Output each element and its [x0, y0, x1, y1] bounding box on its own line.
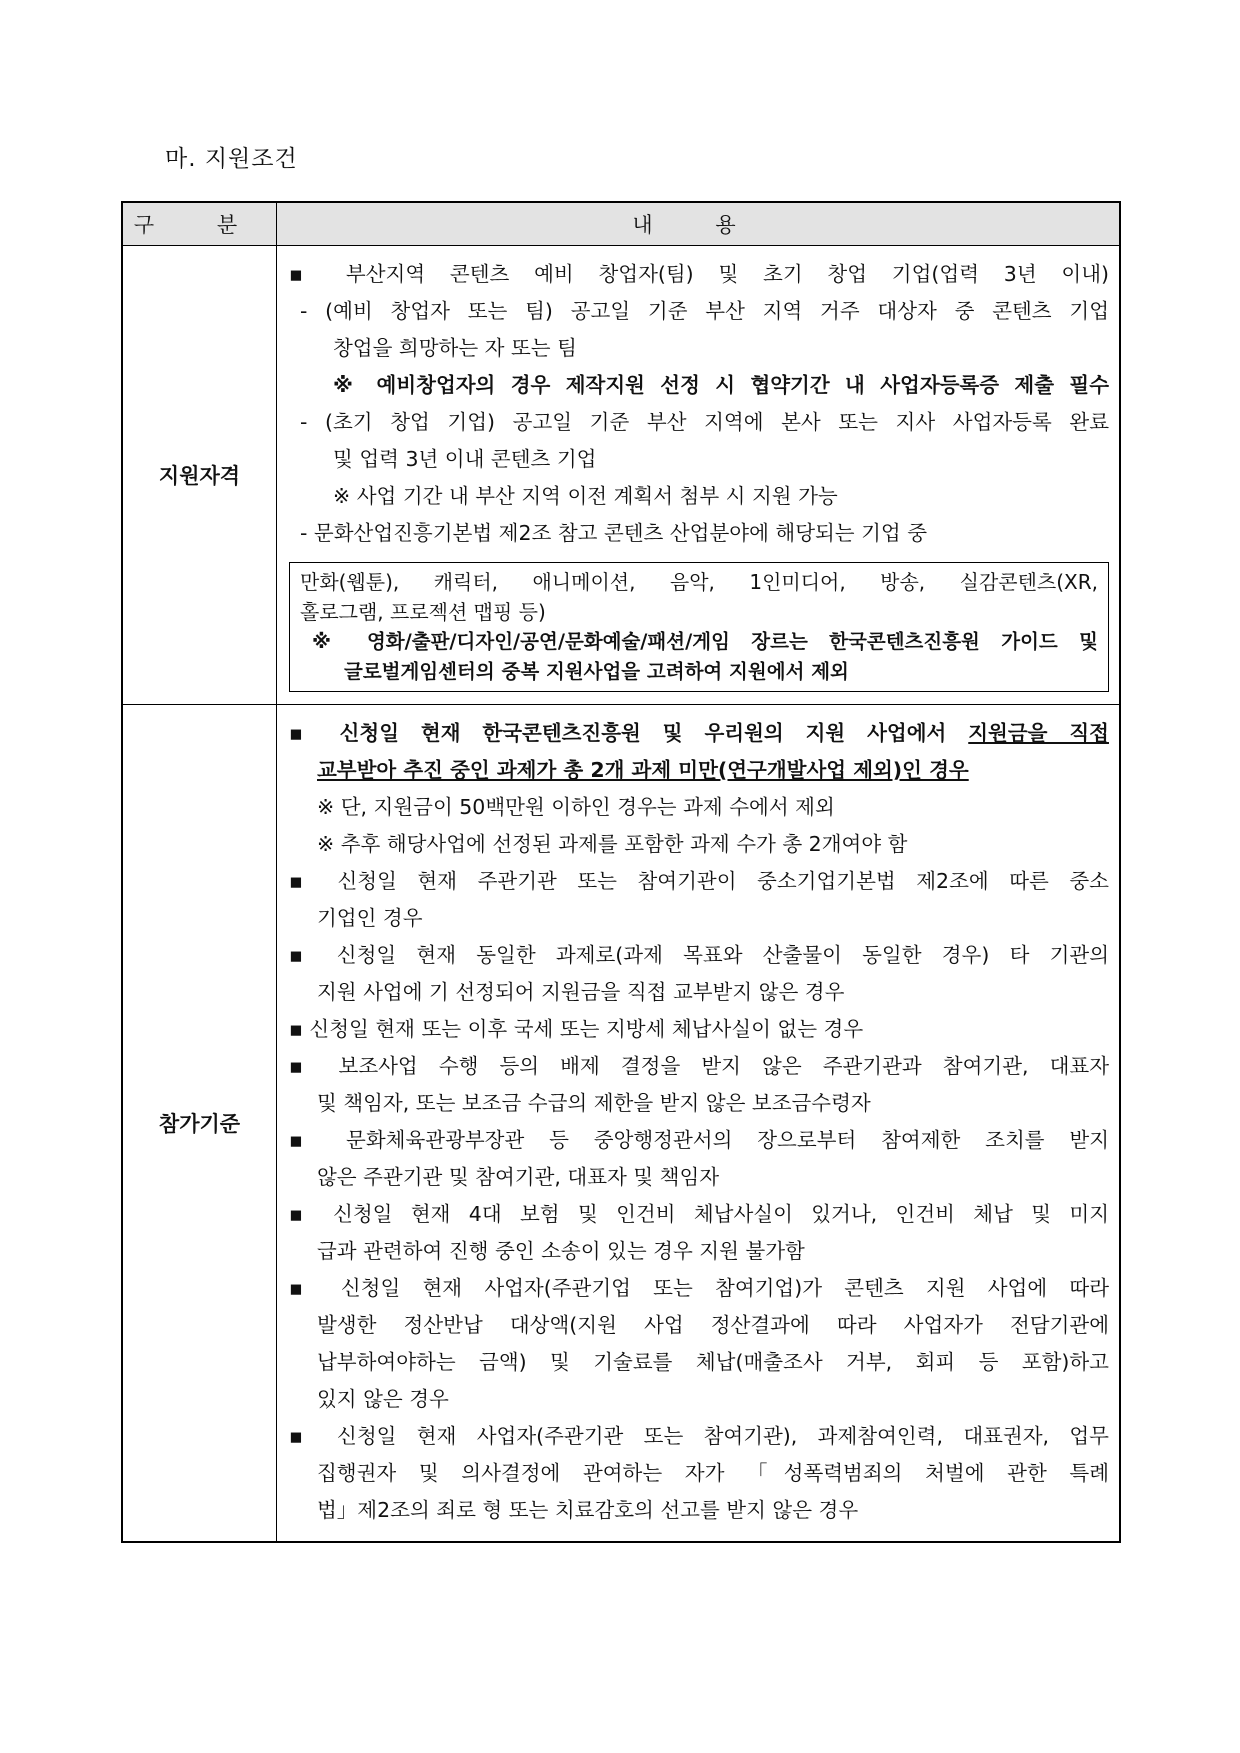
list-item: 발생한 정산반납 대상액(지원 사업 정산결과에 따라 사업자가 전담기관에 [317, 1313, 1109, 1337]
genre-box [289, 562, 1109, 692]
note-item: ※ 예비창업자의 경우 제작지원 선정 시 협약기간 내 사업자등록증 제출 필수 [333, 373, 1109, 397]
genre-line: 홀로그램, 프로젝션 맵핑 등) [300, 600, 546, 624]
list-item: 기업인 경우 [317, 906, 423, 930]
list-item: 급과 관련하여 진행 중인 소송이 있는 경우 지원 불가함 [317, 1239, 805, 1263]
header-content: 내 용 [277, 202, 1121, 246]
row-content-criteria [277, 705, 1121, 1543]
section-title: 마. 지원조건 [165, 146, 298, 172]
list-item: ▪ 신청일 현재 동일한 과제로(과제 목표와 산출물이 동일한 경우) 타 기관의 [289, 943, 1109, 967]
table-row [122, 246, 1120, 705]
list-item: ▪ 신청일 현재 사업자(주관기관 또는 참여기관), 과제참여인력, 대표권자, 업무 [289, 1424, 1109, 1448]
list-item: 납부하여야하는 금액) 및 기술료를 체납(매출조사 거부, 회피 등 포함)하고 [317, 1350, 1109, 1374]
list-item: ▪ 보조사업 수행 등의 배제 결정을 받지 않은 주관기관과 참여기관, 대표자 [289, 1054, 1109, 1078]
list-item: ▪ 신청일 현재 4대 보험 및 인건비 체납사실이 있거나, 인건비 체납 및 미지 [289, 1202, 1109, 1226]
list-item: ▪ 부산지역 콘텐츠 예비 창업자(팀) 및 초기 창업 기업(업력 3년 이내) [289, 262, 1109, 286]
list-item: ▪ 신청일 현재 또는 이후 국세 또는 지방세 체납사실이 없는 경우 [289, 1017, 864, 1041]
list-item: 있지 않은 경우 [317, 1387, 449, 1411]
list-item: 법」제2조의 죄로 형 또는 치료감호의 선고를 받지 않은 경우 [317, 1498, 859, 1522]
list-item: 창업을 희망하는 자 또는 팀 [333, 336, 577, 360]
list-item: ▪ 신청일 현재 사업자(주관기업 또는 참여기업)가 콘텐츠 지원 사업에 따라 [289, 1276, 1109, 1300]
row-label-eligibility: 지원자격 [122, 246, 277, 705]
list-item: 및 책임자, 또는 보조금 수급의 제한을 받지 않은 보조금수령자 [317, 1091, 871, 1115]
note-item: ※ 단, 지원금이 50백만원 이하인 경우는 과제 수에서 제외 [317, 795, 835, 819]
note-item: ※ 사업 기간 내 부산 지역 이전 계획서 첨부 시 지원 가능 [333, 484, 838, 508]
list-item: - 문화산업진흥기본법 제2조 참고 콘텐츠 산업분야에 해당되는 기업 중 [300, 521, 928, 545]
support-conditions-table [121, 201, 1121, 1543]
row-label-criteria: 참가기준 [122, 705, 277, 1543]
list-item: 집행권자 및 의사결정에 관여하는 자가 「성폭력범죄의 처벌에 관한 특례 [317, 1461, 1109, 1485]
exclusion-note: 글로벌게임센터의 중복 지원사업을 고려하여 지원에서 제외 [344, 660, 849, 683]
list-item: 및 업력 3년 이내 콘텐츠 기업 [333, 447, 597, 471]
list-item: 않은 주관기관 및 참여기관, 대표자 및 책임자 [317, 1165, 720, 1189]
list-item: 지원 사업에 기 선정되어 지원금을 직접 교부받지 않은 경우 [317, 980, 845, 1004]
list-item: ▪ 문화체육관광부장관 등 중앙행정관서의 장으로부터 참여제한 조치를 받지 [289, 1128, 1109, 1152]
header-category: 구 분 [122, 202, 277, 246]
list-item: - (초기 창업 기업) 공고일 기준 부산 지역에 본사 또는 지사 사업자등록 완료 [300, 410, 1109, 434]
list-item: - (예비 창업자 또는 팀) 공고일 기준 부산 지역 거주 대상자 중 콘텐츠 기업 [300, 299, 1109, 323]
table-header-row [122, 202, 1120, 246]
row-content-eligibility [277, 246, 1121, 705]
list-item: ▪ 신청일 현재 주관기관 또는 참여기관이 중소기업기본법 제2조에 따른 중소 [289, 869, 1109, 893]
list-item: 교부받아 추진 중인 과제가 총 2개 과제 미만(연구개발사업 제외)인 경우 [317, 758, 969, 782]
genre-line: 만화(웹툰), 캐릭터, 애니메이션, 음악, 1인미디어, 방송, 실감콘텐츠(XR, [300, 570, 1098, 594]
list-item: ▪ 신청일 현재 한국콘텐츠진흥원 및 우리원의 지원 사업에서 지원금을 직접 [289, 721, 1109, 745]
exclusion-note: ※ 영화/출판/디자인/공연/문화예술/패션/게임 장르는 한국콘텐츠진흥원 가이드 및 [312, 630, 1098, 653]
note-item: ※ 추후 해당사업에 선정된 과제를 포함한 과제 수가 총 2개여야 함 [317, 832, 908, 856]
table-row [122, 705, 1120, 1543]
